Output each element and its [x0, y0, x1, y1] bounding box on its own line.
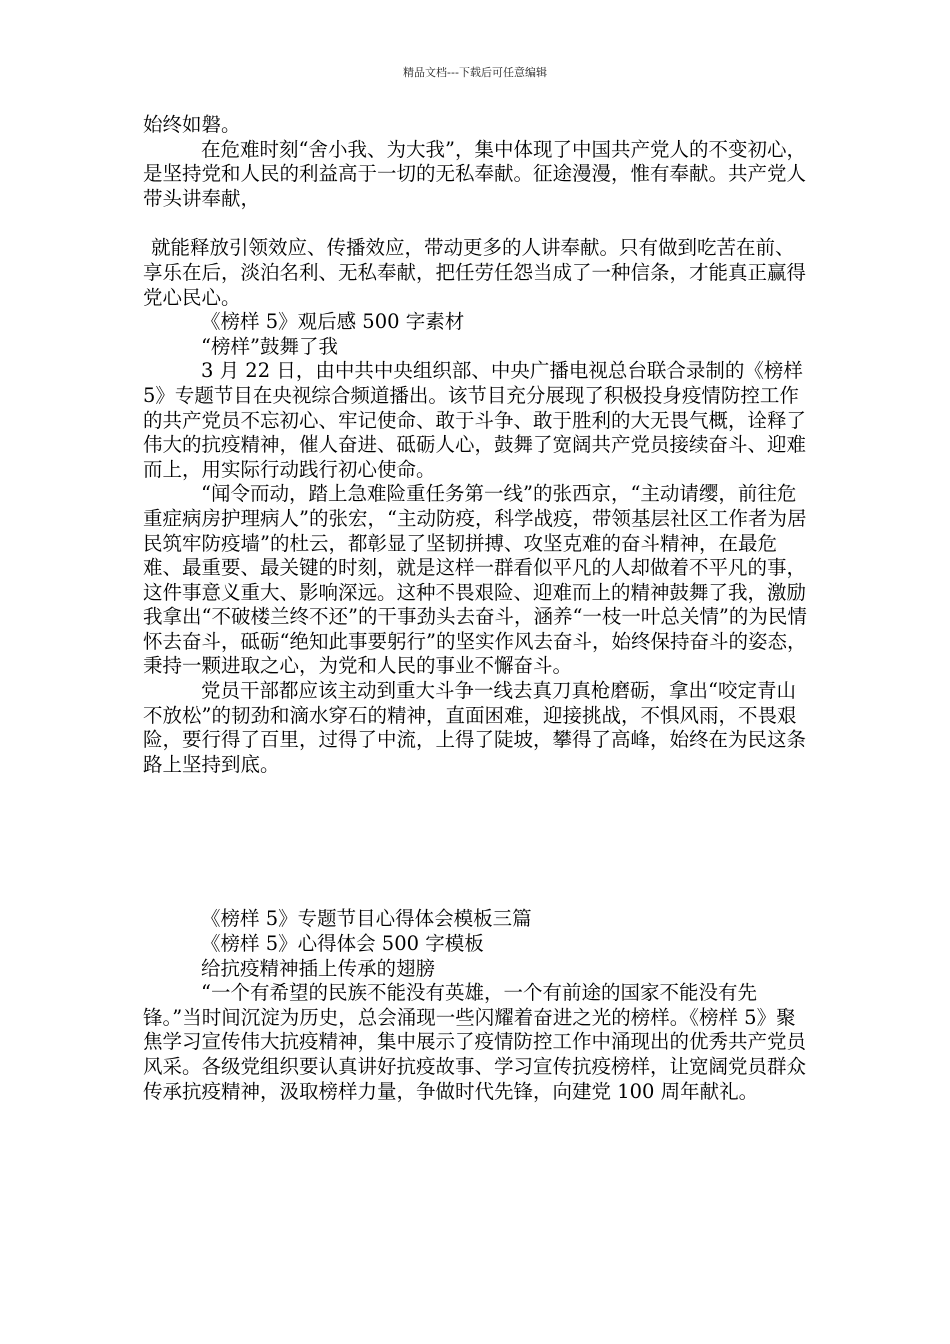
- paragraph: 就能释放引领效应、传播效应，带动更多的人讲奉献。只有做到吃苦在前、享乐在后，淡泊名利、无私奉献，把任劳任怨当成了一种信条，才能真正赢得党心民心。: [143, 236, 807, 309]
- section-subtitle: “榜样”鼓舞了我: [201, 334, 338, 358]
- document-body: [143, 113, 813, 1104]
- spacer: [143, 211, 813, 236]
- section-title: 《榜样 5》专题节目心得体会模板三篇: [201, 907, 532, 931]
- section-subtitle: 《榜样 5》心得体会 500 字模板: [201, 932, 484, 956]
- paragraph: 党员干部都应该主动到重大斗争一线去真刀真枪磨砺，拿出“咬定青山不放松”的韧劲和滴水穿石的精神，直面困难，迎接挑战，不惧风雨，不畏艰险，要行得了百里，过得了中流，上得了陡坡，攀得了高峰，始终在为民这条路上坚持到底。: [143, 679, 807, 776]
- spacer: [143, 777, 813, 907]
- paragraph: 始终如磐。: [143, 113, 241, 136]
- paragraph: 3 月 22 日，由中共中央组织部、中央广播电视总台联合录制的《榜样 5》专题节目在央视综合频道播出。该节目充分展现了积极投身疫情防控工作的共产党员不忘初心、牢记使命、敢于斗争、敢于胜利的大无畏气概，诠释了伟大的抗疫精神，催人奋进、砥砺人心，鼓舞了宽阔共产党员接续奋斗、迎难而上，用实际行动践行初心使命。: [143, 359, 807, 481]
- paragraph: 在危难时刻“舍小我、为大我”，集中体现了中国共产党人的不变初心，是坚持党和人民的利益高于一切的无私奉献。征途漫漫，惟有奉献。共产党人带头讲奉献，: [143, 137, 807, 210]
- paragraph: “闻令而动，踏上急难险重任务第一线”的张西京，“主动请缨，前往危重症病房护理病人”的张宏，“主动防疫，科学战疫，带领基层社区工作者为居民筑牢防疫墙”的杜云，都彰显了坚韧拼搏、攻坚克难的奋斗精神，在最危难、最重要、最关键的时刻，就是这样一群看似平凡的人却做着不平凡的事，这件事意义重大、影响深远。这种不畏艰险、迎难而上的精神鼓舞了我，激励我拿出“不破楼兰终不还”的干事劲头去奋斗，涵养“一枝一叶总关情”的为民情怀去奋斗，砥砺“绝知此事要躬行”的坚实作风去奋斗，始终保持奋斗的姿态，秉持一颗进取之心，为党和人民的事业不懈奋斗。: [143, 482, 807, 678]
- section-title: 《榜样 5》观后感 500 字素材: [201, 310, 465, 334]
- paragraph: “一个有希望的民族不能没有英雄，一个有前途的国家不能没有先锋。”当时间沉淀为历史，总会涌现一些闪耀着奋进之光的榜样。《榜样 5》聚焦学习宣传伟大抗疫精神，集中展示了疫情防控工作中涌现出的优秀共产党员风采。各级党组织要认真讲好抗疫故事、学习宣传抗疫榜样，让宽阔党员群众传承抗疫精神，汲取榜样力量，争做时代先锋，向建党 100 周年献礼。: [143, 981, 807, 1103]
- section-subtitle: 给抗疫精神插上传承的翅膀: [201, 956, 436, 980]
- page-header: 精品文档---下载后可任意编辑: [403, 66, 547, 79]
